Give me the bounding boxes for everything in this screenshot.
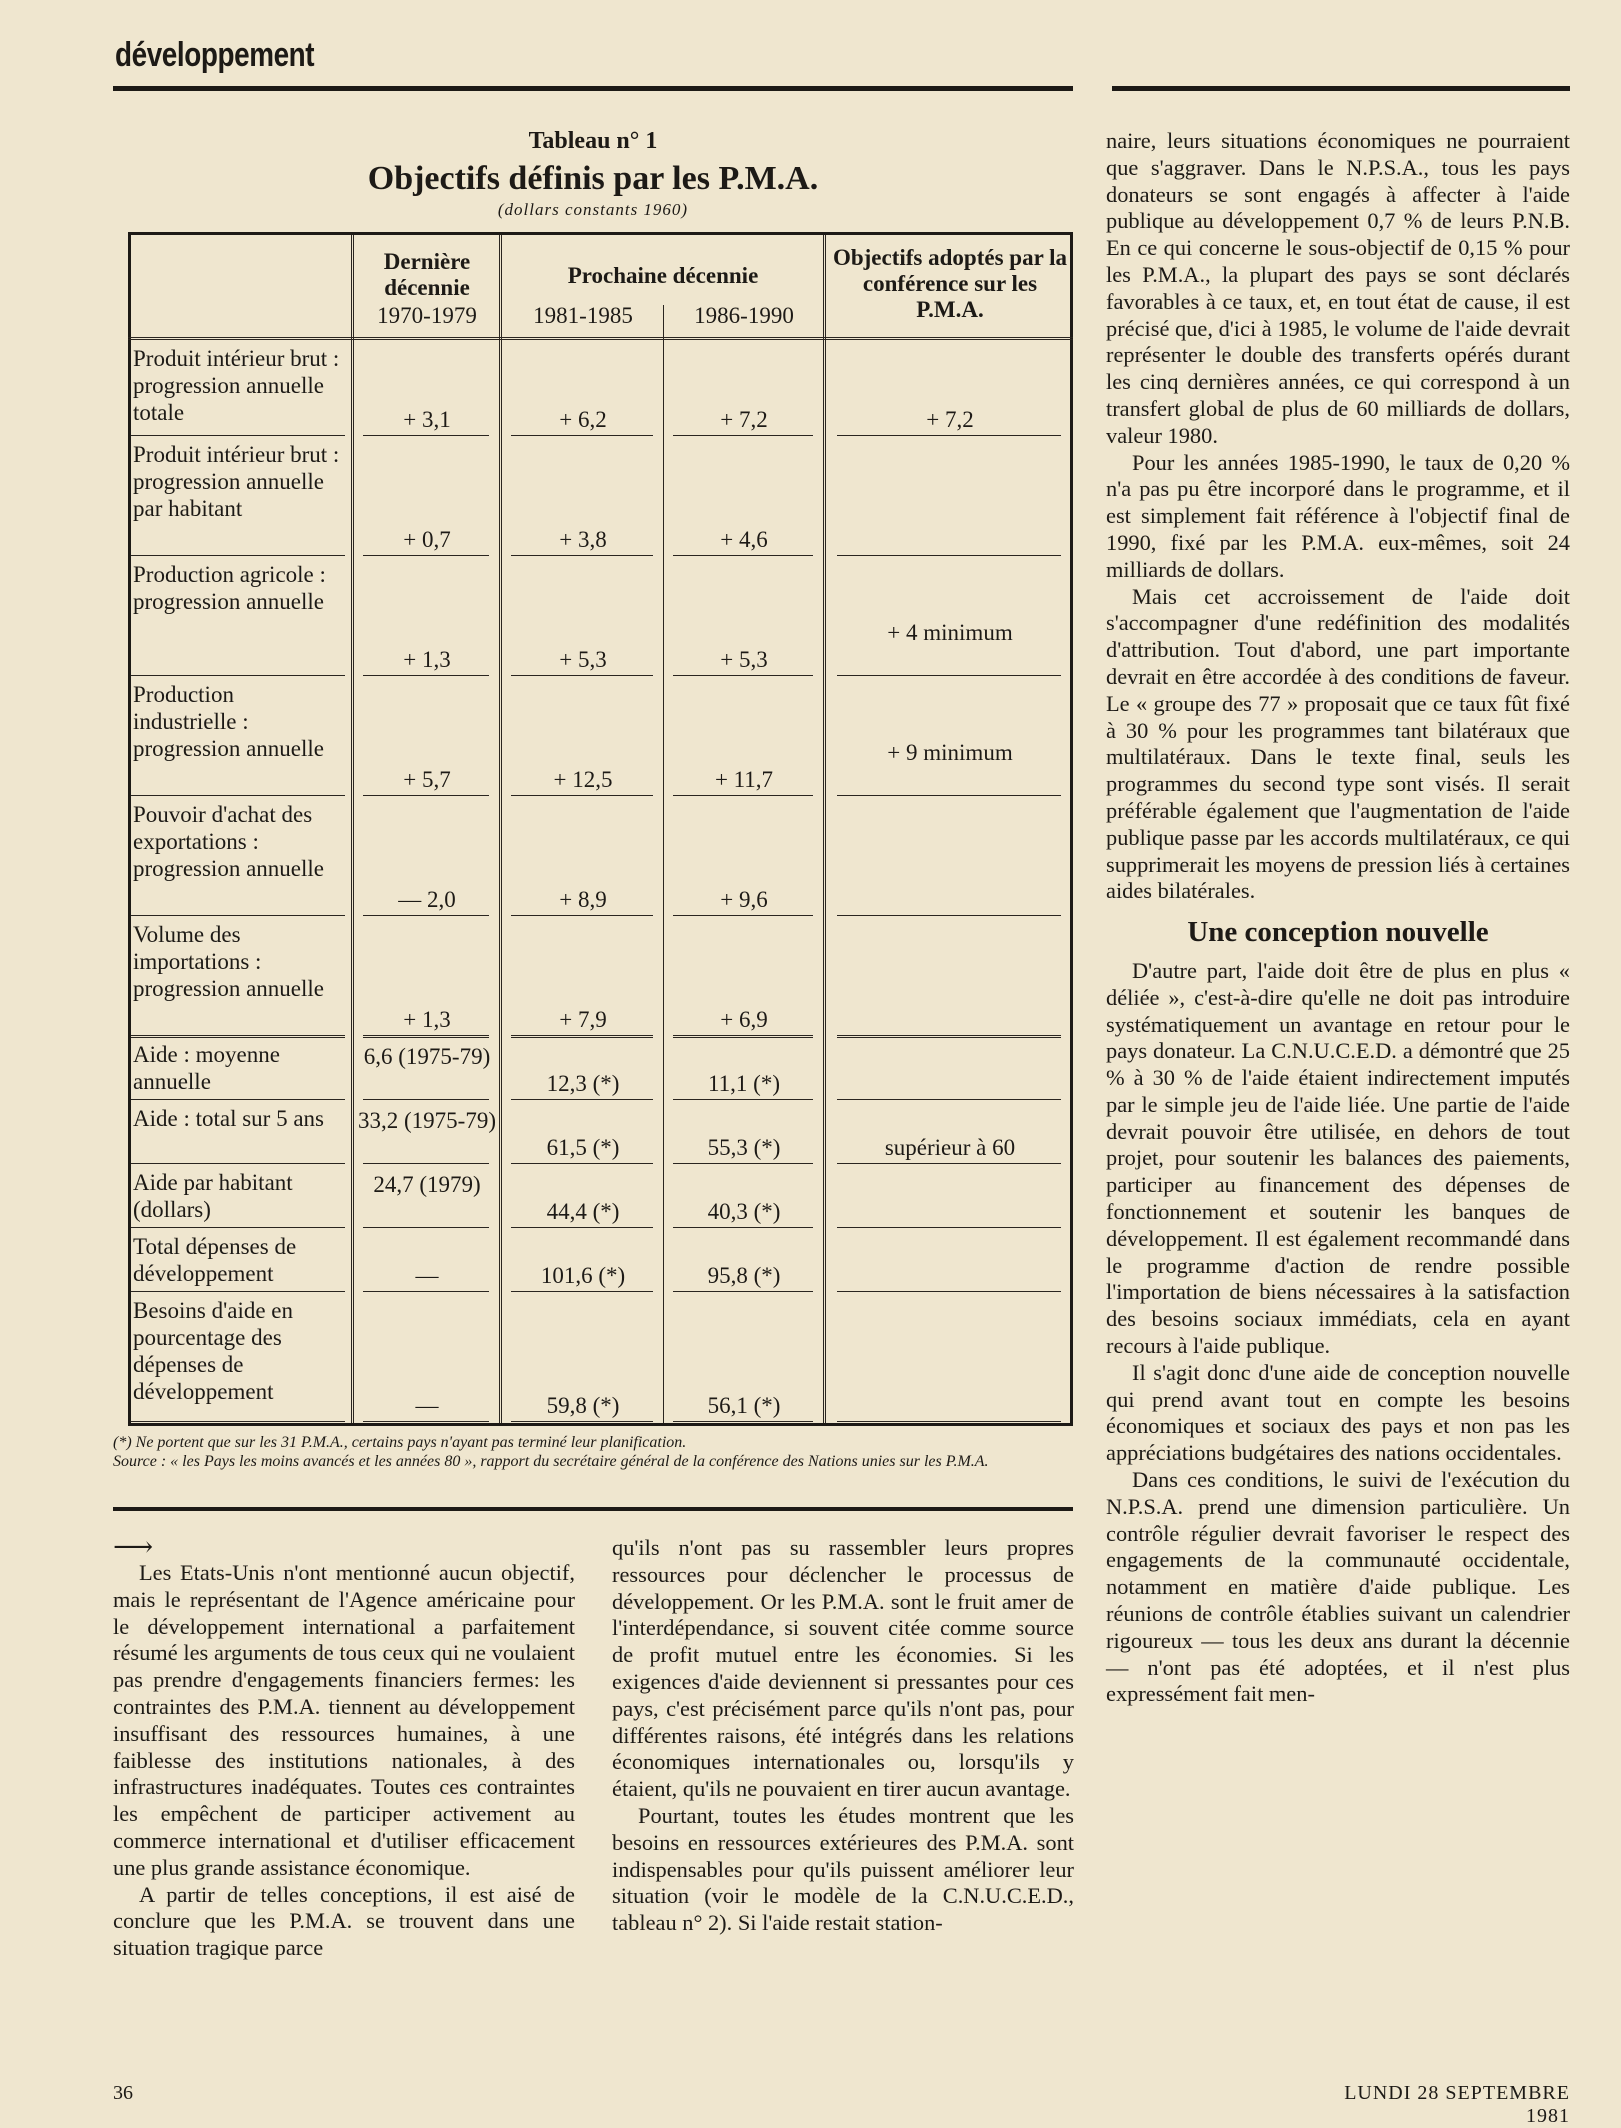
row-underline xyxy=(131,915,345,916)
top-rule-right xyxy=(1112,86,1570,91)
table-cell: + 7,9 xyxy=(559,1007,607,1032)
table-cell: + 0,7 xyxy=(403,527,451,552)
table-cell: + 5,3 xyxy=(559,647,607,672)
objectives-table xyxy=(128,232,1073,1426)
cell-underline xyxy=(837,1421,1061,1422)
table-cell: + 1,3 xyxy=(403,647,451,672)
row-underline xyxy=(131,1099,345,1100)
row-underline xyxy=(131,795,345,796)
table-row-label: Produit intérieur brut : progression annuelle totale xyxy=(133,346,340,425)
table-cell: + 3,1 xyxy=(403,407,451,432)
table-cell: + 8,9 xyxy=(559,887,607,912)
table-cell: + 5,3 xyxy=(720,647,768,672)
issue-date: LUNDI 28 SEPTEMBRE 1981 xyxy=(1344,2082,1570,2127)
cell-underline xyxy=(837,1227,1061,1228)
cell-underline xyxy=(673,435,813,436)
cell-underline xyxy=(837,675,1061,676)
cell-underline xyxy=(511,675,653,676)
row-underline xyxy=(131,1291,345,1292)
cell-underline xyxy=(673,1291,813,1292)
table-cell: 40,3 (*) xyxy=(707,1199,781,1224)
cell-underline xyxy=(363,675,489,676)
paragraph: D'autre part, l'aide doit être de plus en plus « déliée », c'est-à-dire qu'elle ne doit pas introduire systématiquement un avantage en retour pour le pays donateur. La C.N.U.C.E.D. a démontré que 25 % à 30 % de l'aide étaient indirectement imputés par le simple jeu de l'aide liée. Une partie de l'aide devrait pouvoir être utilisée, en dehors de tout projet, pour soutenir les balances des paiements, participer au financement des dépenses de fonctionnement et soutenir les banques de développement. Il est également recommandé dans le programme d'action de rendre possible l'importation de biens nécessaires à la satisfaction des besoins sociaux immédiats, cela en ayant recours à l'aide publique. xyxy=(1106,957,1570,1359)
cell-underline xyxy=(673,555,813,556)
table-cell: — xyxy=(415,1263,439,1288)
table-cell: + 7,2 xyxy=(720,407,768,432)
table-cell: 24,7 (1979) xyxy=(373,1172,481,1197)
table-cell: + 3,8 xyxy=(559,527,607,552)
cell-underline xyxy=(837,795,1061,796)
footnote-source: Source : « les Pays les moins avancés et les années 80 », rapport du secrétaire général de la conférence des Nations unies sur les P.M.A. xyxy=(113,1453,989,1470)
paragraph: Pourtant, toutes les études montrent que les besoins en ressources extérieures des P.M.A. sont indispensables pour qu'ils puissent améliorer leur situation (voir le modèle de la C.N.U.C.E.D., tableau n° 2). Si l'aide restait station- xyxy=(612,1802,1074,1936)
article-column-1 xyxy=(113,1560,575,1962)
table-cell: + 6,9 xyxy=(720,1007,768,1032)
table-cell: + 11,7 xyxy=(714,767,774,792)
header-last-decade: Dernière décennie xyxy=(383,249,471,300)
table-cell: 6,6 (1975-79) xyxy=(363,1044,491,1069)
table-cell: 33,2 (1975-79) xyxy=(358,1108,496,1133)
table-cell: + 1,3 xyxy=(403,1007,451,1032)
table-number: Tableau n° 1 xyxy=(528,128,658,154)
cell-underline xyxy=(673,1035,813,1038)
table-row-label: Aide : moyenne annuelle xyxy=(133,1042,280,1094)
table-title: Objectifs définis par les P.M.A. xyxy=(367,160,819,197)
header-col2-years: 1981-1985 xyxy=(533,303,633,328)
table-footnotes xyxy=(113,1433,1073,1471)
paragraph: Dans ces conditions, le suivi de l'exécution du N.P.S.A. prend une dimension particulière. Un contrôle régulier devrait favoriser le respect des engagements de la communauté occidentale, notamment en matière d'aide publique. Les réunions de contrôle établies suivant un calendrier rigoureux — tous les deux ans durant la décennie — n'ont pas été adoptées, et il n'est plus expressément fait men- xyxy=(1106,1467,1570,1707)
table-cell: 61,5 (*) xyxy=(546,1135,620,1160)
cell-underline xyxy=(511,1163,653,1164)
cell-underline xyxy=(511,1291,653,1292)
cell-underline xyxy=(511,555,653,556)
cell-underline xyxy=(511,795,653,796)
table-cell: + 9,6 xyxy=(720,887,768,912)
table-cell: + 12,5 xyxy=(553,767,613,792)
cell-underline xyxy=(673,1227,813,1228)
cell-underline xyxy=(837,1163,1061,1164)
table-cell: + 9 minimum xyxy=(887,740,1013,765)
header-objectives: Objectifs adoptés par la conférence sur les P.M.A. xyxy=(832,245,1068,322)
table-row-label: Aide : total sur 5 ans xyxy=(133,1106,324,1131)
table-subtitle: (dollars constants 1960) xyxy=(497,200,689,219)
subheading: Une conception nouvelle xyxy=(1187,916,1489,949)
cell-underline xyxy=(363,1035,489,1038)
table-cell: — 2,0 xyxy=(398,887,456,912)
cell-underline xyxy=(363,795,489,796)
section-header: développement xyxy=(115,36,315,74)
table-cell: + 4,6 xyxy=(720,527,768,552)
table-cell: 12,3 (*) xyxy=(546,1071,620,1096)
article-column-3 xyxy=(1106,128,1570,1708)
cell-underline xyxy=(511,915,653,916)
cell-underline xyxy=(673,1099,813,1100)
cell-underline xyxy=(837,1099,1061,1100)
row-underline xyxy=(131,1163,345,1164)
cell-underline xyxy=(837,435,1061,436)
table-row-label: Total dépenses de développement xyxy=(133,1234,297,1286)
cell-underline xyxy=(363,1421,489,1422)
row-underline xyxy=(131,1227,345,1228)
table-cell: 59,8 (*) xyxy=(546,1393,620,1418)
paragraph: Mais cet accroissement de l'aide doit s'accompagner d'une redéfinition des modalités d'attribution. Tout d'abord, une part importante devrait en être accordée à des conditions de faveur. Le « groupe des 77 » proposait que ce taux fût fixé à 30 % pour les programmes tant bilatéraux que multilatéraux. Dans le texte final, seuls les programmes du second type sont visés. Il serait préférable également que l'augmentation de l'aide publique passe par les accords multilatéraux, ce qui supprimerait les moyens de pression liés à certaines aides bilatérales. xyxy=(1106,583,1570,904)
header-col3-years: 1986-1990 xyxy=(694,303,794,328)
cell-underline xyxy=(511,435,653,436)
mid-rule xyxy=(113,1507,1073,1511)
table-cell: 44,4 (*) xyxy=(546,1199,620,1224)
cell-underline xyxy=(673,675,813,676)
row-underline xyxy=(131,435,345,436)
row-underline xyxy=(131,1421,345,1422)
table-row-label: Produit intérieur brut : progression annuelle par habitant xyxy=(133,442,340,521)
header-col1-years: 1970-1979 xyxy=(377,303,477,328)
paragraph: Il s'agit donc d'une aide de conception nouvelle qui prend avant tout en compte les besoins économiques et sociaux des pays et non pas les appréciations budgétaires des nations occidentales. xyxy=(1106,1359,1570,1466)
cell-underline xyxy=(363,1291,489,1292)
row-underline xyxy=(131,1035,345,1038)
cell-underline xyxy=(673,1163,813,1164)
cell-underline xyxy=(837,1035,1061,1038)
paragraph: A partir de telles conceptions, il est aisé de conclure que les P.M.A. se trouvent dans une situation tragique parce xyxy=(113,1881,575,1961)
cell-underline xyxy=(837,915,1061,916)
cell-underline xyxy=(363,1163,489,1164)
cell-underline xyxy=(363,1227,489,1228)
article-column-2 xyxy=(612,1535,1074,1937)
cell-underline xyxy=(673,1421,813,1422)
table-cell: + 6,2 xyxy=(559,407,607,432)
cell-underline xyxy=(363,915,489,916)
table-cell: — xyxy=(415,1393,439,1418)
cell-underline xyxy=(511,1035,653,1038)
table-cell: 55,3 (*) xyxy=(707,1135,781,1160)
table-cell: 56,1 (*) xyxy=(707,1393,781,1418)
table-cell: 11,1 (*) xyxy=(708,1071,780,1096)
cell-underline xyxy=(511,1099,653,1100)
row-underline xyxy=(131,675,345,676)
footnote-asterisk: (*) Ne portent que sur les 31 P.M.A., certains pays n'ayant pas terminé leur planification. xyxy=(113,1434,687,1451)
continuation-arrow-icon: ⟶ xyxy=(113,1532,154,1563)
cell-underline xyxy=(673,795,813,796)
cell-underline xyxy=(511,1421,653,1422)
table-row-label: Production agricole : progression annuelle xyxy=(133,562,326,614)
cell-underline xyxy=(363,555,489,556)
paragraph: Les Etats-Unis n'ont mentionné aucun objectif, mais le représentant de l'Agence américaine pour le développement international a parfaitement résumé les arguments de tous ceux qui ne voulaient pas prendre d'engagements financiers fermes: les contraintes des P.M.A. tiennent au développement insuffisant des ressources humaines, à une faiblesse des institutions nationales, à des infrastructures inadéquates. Toutes ces contraintes les empêchent de participer activement au commerce international et d'utiliser efficacement une plus grande assistance économique. xyxy=(113,1560,575,1880)
row-underline xyxy=(131,555,345,556)
table-cell: 101,6 (*) xyxy=(540,1263,626,1288)
paragraph: naire, leurs situations économiques ne pourraient que s'aggraver. Dans le N.P.S.A., tous les pays donateurs se sont engagés à affecter à l'aide publique au développement 0,7 % de leurs P.N.B. En ce qui concerne le sous-objectif de 0,15 % pour les P.M.A., la plupart des pays se sont déclarés favorables à ce taux, et, en tout état de cause, il est précisé que, d'ici à 1985, le volume de l'aide devrait représenter le double des transferts opérés durant les cinq dernières années, ce qui correspond à un transfert global de plus de 60 milliards de dollars, valeur 1980. xyxy=(1106,128,1570,448)
table-cell: 95,8 (*) xyxy=(707,1263,781,1288)
cell-underline xyxy=(837,1291,1061,1292)
header-next-decade: Prochaine décennie xyxy=(567,263,759,288)
table-row-label: Besoins d'aide en pourcentage des dépenses de développement xyxy=(133,1298,294,1404)
paragraph: qu'ils n'ont pas su rassembler leurs propres ressources pour déclencher le processus de développement. Or les P.M.A. sont le fruit amer de l'interdépendance, si souvent citée comme source de profit mutuel entre les économies. Si les exigences d'aide deviennent si pressantes pour ces pays, c'est précisément parce qu'ils n'ont pas, pour différentes raisons, été intégrés dans les relations économiques internationales ou, lorsqu'ils y étaient, qu'ils ne pouvaient en tirer aucun avantage. xyxy=(612,1535,1074,1802)
cell-underline xyxy=(511,1227,653,1228)
table-cell: + 7,2 xyxy=(926,407,974,432)
table-cell: supérieur à 60 xyxy=(884,1135,1016,1160)
table-cell: + 4 minimum xyxy=(887,620,1013,645)
table-row-label: Volume des importations : progression annuelle xyxy=(133,922,324,1001)
page-number: 36 xyxy=(113,2082,133,2104)
cell-underline xyxy=(363,1099,489,1100)
cell-underline xyxy=(363,435,489,436)
cell-underline xyxy=(673,915,813,916)
table-cell: + 5,7 xyxy=(403,767,451,792)
table-row-label: Pouvoir d'achat des exportations : progression annuelle xyxy=(133,802,324,881)
table-row-label: Production industrielle : progression annuelle xyxy=(133,682,324,761)
table-row-label: Aide par habitant (dollars) xyxy=(133,1170,293,1222)
top-rule xyxy=(113,86,1073,91)
cell-underline xyxy=(837,555,1061,556)
paragraph: Pour les années 1985-1990, le taux de 0,20 % n'a pas pu être incorporé dans le programme, et il est simplement fait référence à l'objectif final de 1990, fixé par les P.M.A. eux-mêmes, soit 24 milliards de dollars. xyxy=(1106,449,1570,582)
